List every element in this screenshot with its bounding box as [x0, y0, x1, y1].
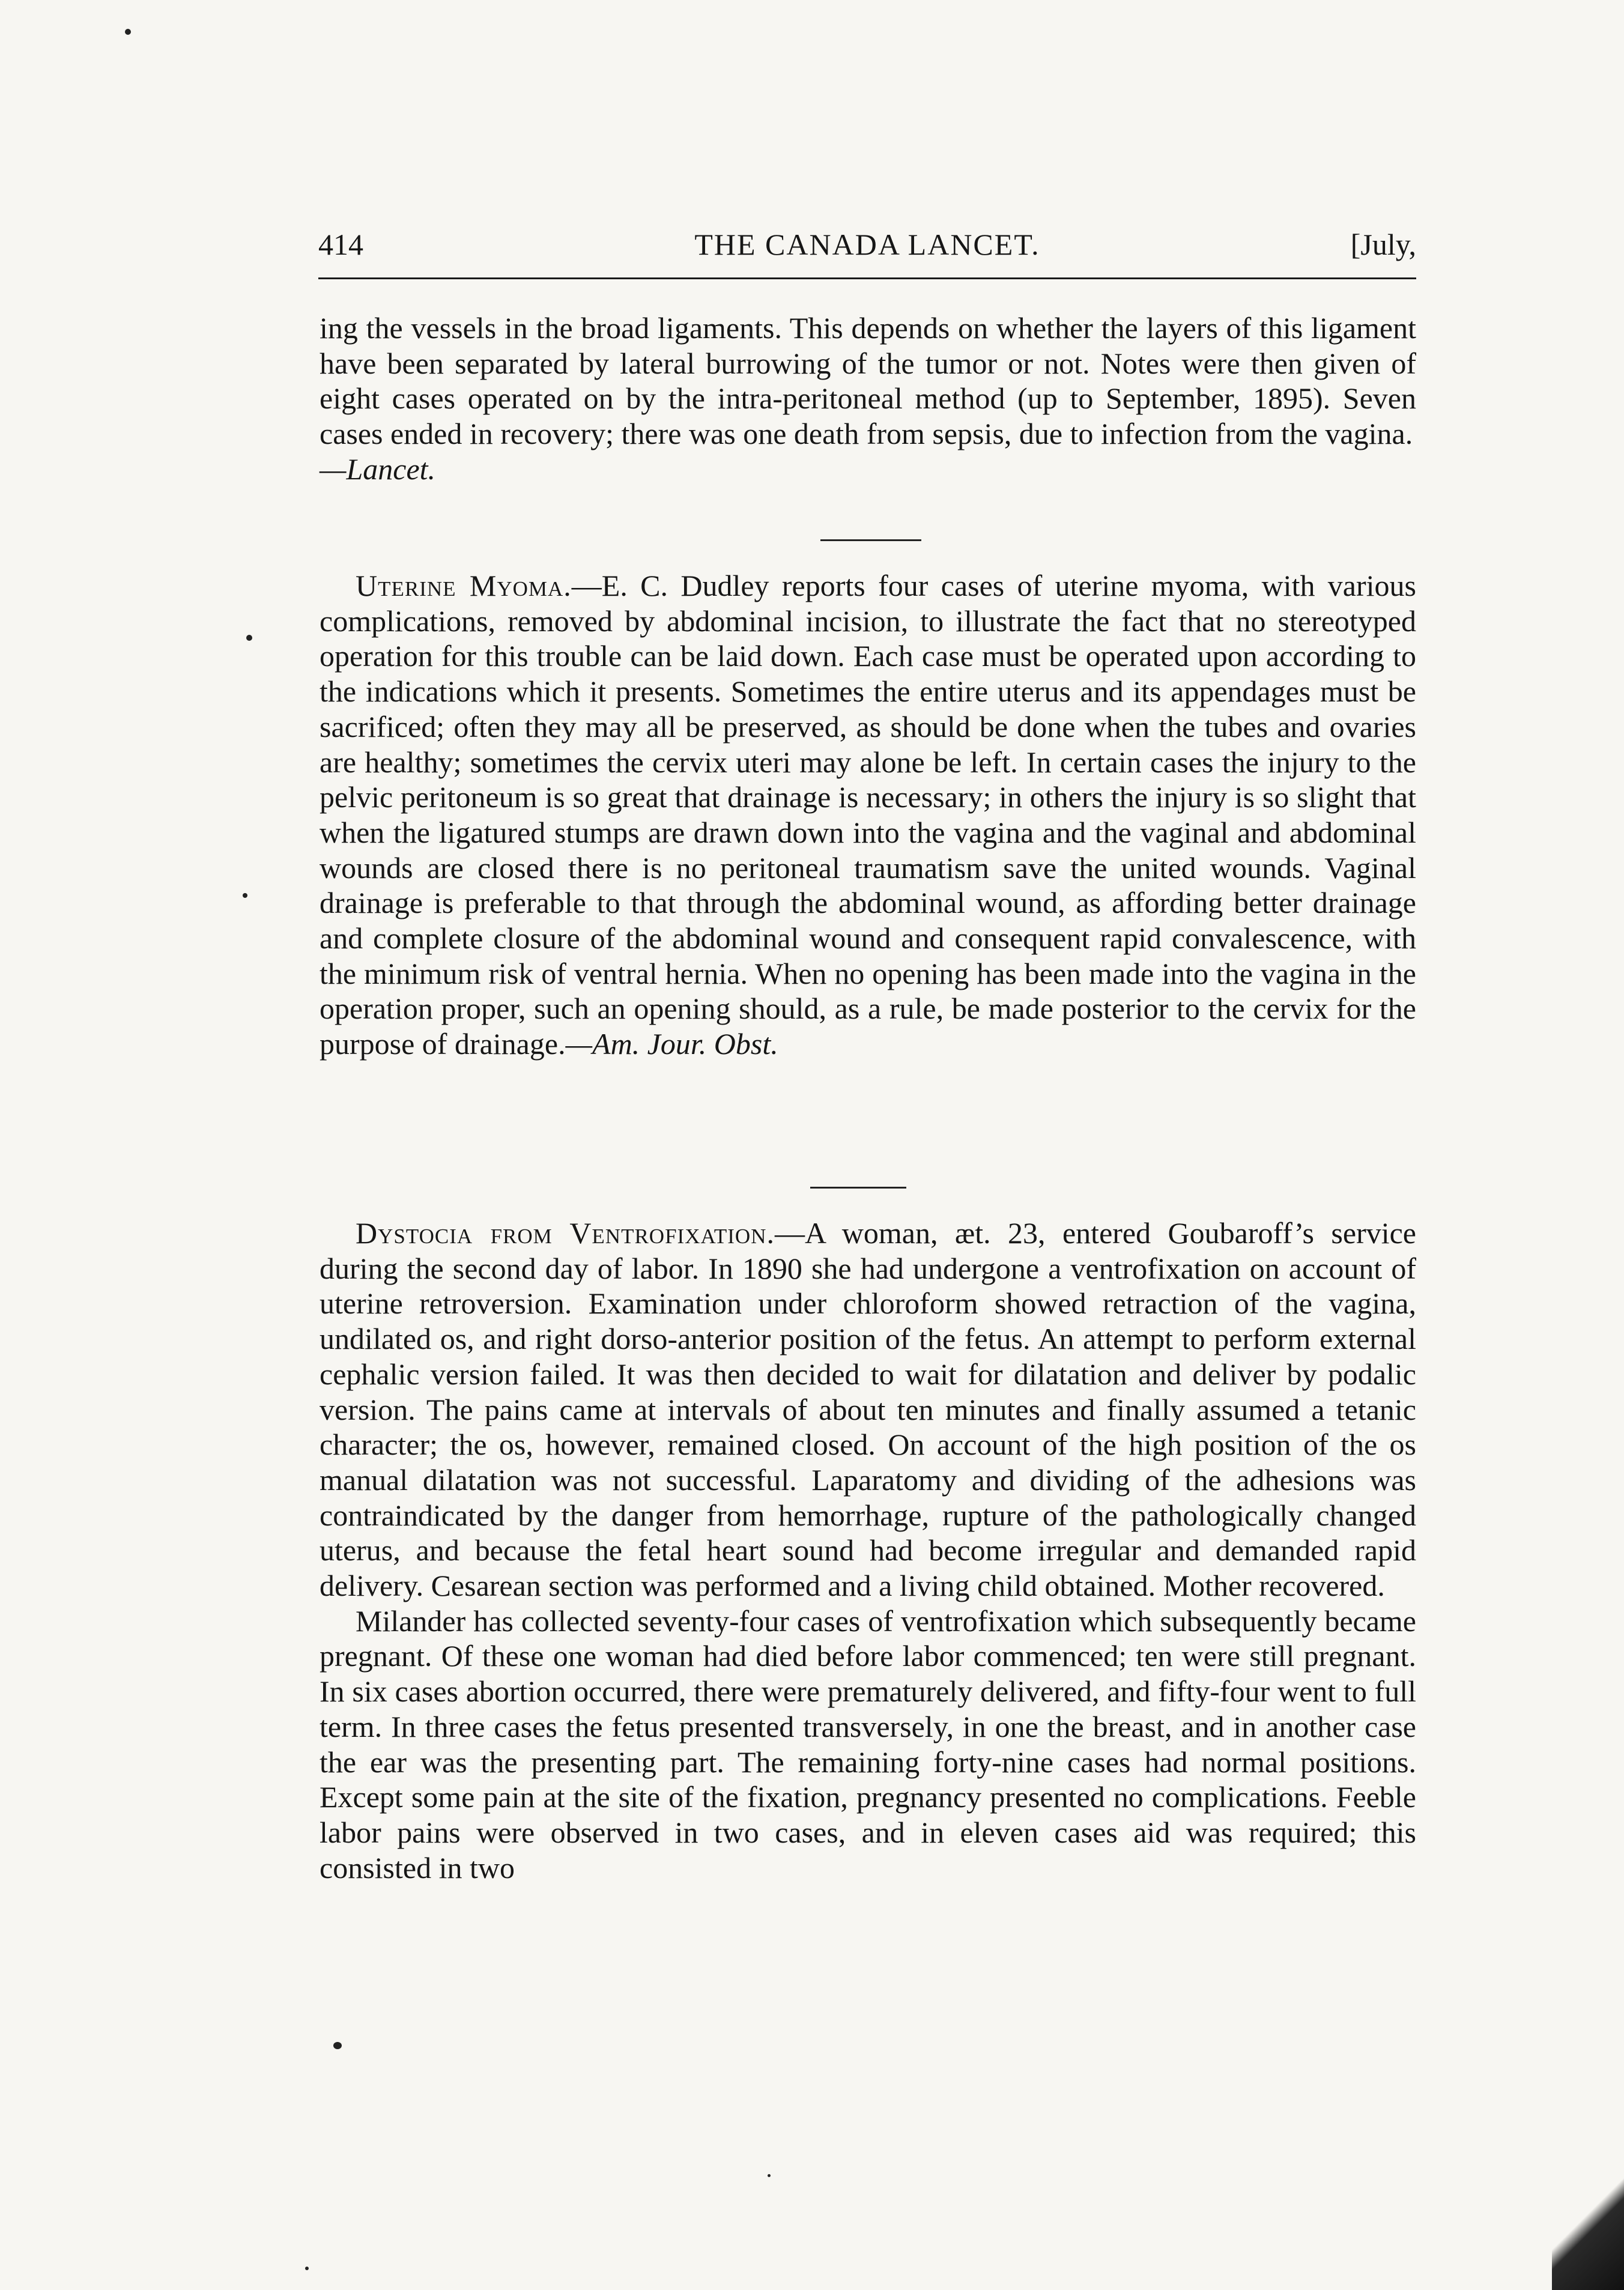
dystocia-text: —A woman, æt. 23, entered Goubaroff’s service during the second day of labor. In 1890 she had undergone a ventrofixation on account of uterine retroversion. Examination under chloroform showed retraction of the vagina, undilated os, and right dorso-anterior position of the fetus. An attempt to perform external cephalic version failed. It was then decided to wait for dilatation and deliver by podalic version. The pains came at intervals of about ten minutes and finally assumed a tetanic character; the os, however, remained closed. On account of the high position of the os manual dilatation was not successful. Laparatomy and dividing of the adhesions was contraindicated by the danger from hemorrhage, rupture of the pathologically changed uterus, and because the fetal heart sound had become irregular and demanded rapid delivery. Cesarean section was performed and a living child obtained. Mother recovered.	[320, 1216, 1416, 1603]
scan-speck	[243, 893, 247, 898]
issue-month: [July,	[1350, 228, 1416, 261]
dystocia-article	[320, 1216, 1416, 1885]
continuation-article	[320, 310, 1416, 487]
header-rule	[318, 277, 1416, 279]
milander-paragraph	[320, 1604, 1416, 1886]
uterine-myoma-source: —Am. Jour. Obst.	[565, 1027, 778, 1061]
dystocia-heading: Dystocia from Ventrofixation.	[356, 1216, 775, 1250]
continuation-text: ing the vessels in the broad ligaments. This depends on whether the layers of this ligament have been separated by lateral burrowing of the tumor or not. Notes were then given of eight cases operated on by the intra-peritoneal method (up to September, 1895). Seven cases ended in recovery; there was one death from sepsis, due to infection from the vagina.	[320, 311, 1416, 451]
uterine-myoma-article	[320, 568, 1416, 1062]
continuation-source: —Lancet.	[320, 452, 436, 486]
uterine-myoma-paragraph	[320, 568, 1416, 1062]
milander-text: Milander has collected seventy-four cases of ventrofixation which subsequently became pregnant. Of these one woman had died before labor commenced; ten were still pregnant. In six cases abortion occurred, there were prematurely delivered, and fifty-four went to full term. In three cases the fetus presented transversely, in one the breast, and in another case the ear was the presenting part. The remaining forty-nine cases had normal positions. Except some pain at the site of the fixation, pregnancy presented no complications. Feeble labor pains were observed in two cases, and in eleven cases aid was required; this consisted in two	[320, 1604, 1416, 1885]
scan-speck	[246, 635, 252, 641]
scan-speck	[333, 2042, 342, 2049]
scan-speck	[768, 2174, 771, 2177]
dystocia-paragraph	[320, 1216, 1416, 1604]
uterine-myoma-heading: Uterine Myoma.	[356, 569, 572, 602]
scan-speck	[125, 29, 131, 35]
continuation-paragraph	[320, 310, 1416, 452]
journal-title: THE CANADA LANCET.	[694, 228, 1040, 261]
page-number: 414	[318, 228, 363, 261]
page-edge-shadow	[1552, 2158, 1624, 2290]
scan-speck	[305, 2267, 309, 2270]
continuation-source-line	[320, 452, 1416, 487]
running-header	[318, 223, 1416, 265]
section-divider	[820, 539, 921, 541]
section-divider	[810, 1187, 906, 1189]
uterine-myoma-text: —E. C. Dudley reports four cases of uterine myoma, with various complications, removed by abdominal incision, to illustrate the fact that no stereotyped operation for this trouble can be laid down. Each case must be operated upon according to the indications which it presents. Sometimes the entire uterus and its appendages must be sacrificed; often they may all be preserved, as should be done when the tubes and ovaries are healthy; sometimes the cervix uteri may alone be left. In certain cases the injury to the pelvic peritoneum is so great that drainage is necessary; in others the injury is so slight that when the ligatured stumps are drawn down into the vagina and the vaginal and abdominal wounds are closed there is no peritoneal traumatism save the united wounds. Vaginal drainage is preferable to that through the abdominal wound, as affording better drainage and complete closure of the abdominal wound and consequent rapid convalescence, with the minimum risk of ventral hernia. When no opening has been made into the vagina in the operation proper, such an opening should, as a rule, be made posterior to the cervix for the purpose of drainage.	[320, 569, 1416, 1061]
